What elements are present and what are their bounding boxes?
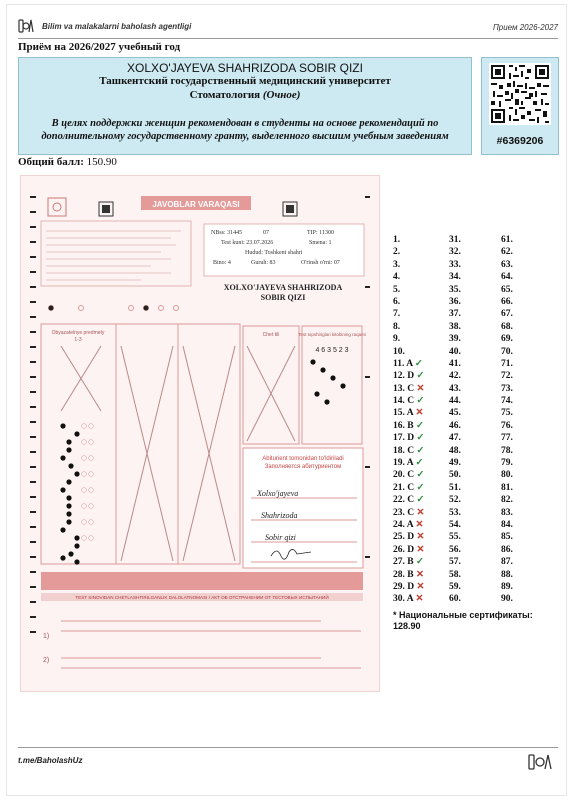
answer-number: 26. [393,544,405,555]
answer-row [393,556,445,568]
instruction-lines [46,231,181,280]
answer-row [393,581,445,593]
answer-number: 23. [393,507,405,518]
answer-row [393,296,445,308]
section-code: Test topshiriglari kitobining raqami [298,332,366,337]
filled-bubble [144,306,149,311]
answer-letter: D [404,371,417,382]
document-id: #6369206 [496,135,544,147]
cross-icon: ✕ [416,581,425,592]
orinn: O'rinsh o'rni: 07 [301,260,340,266]
answer-row [393,407,445,419]
answer-row: 64. [501,272,513,283]
sheet-name-1: XOLXO'JAYEVA SHAHRIZODA [223,283,343,292]
answer-letter: D [404,433,417,444]
smena: Smena: 1 [309,240,332,246]
answer-letter: C [404,396,417,407]
answer-number: 10. [393,346,405,357]
answer-row: 59. [449,581,461,592]
answer-row: 49. [449,458,461,469]
answer-number: 4. [393,272,401,283]
answer-row: 70. [501,346,513,357]
answer-row: 39. [449,334,461,345]
answer-number: 11. [393,358,405,369]
answer-row [393,420,445,432]
answer-row: 87. [501,557,513,568]
answer-row [393,259,445,271]
filled-bubble [49,306,54,311]
section1-num: 1-3 [74,337,82,343]
answer-row [393,457,445,469]
answer-number: 20. [393,470,405,481]
answer-row: 81. [501,482,513,493]
answer-row [393,469,445,481]
answer-row: 36. [449,296,461,307]
answer-row: 58. [449,569,461,580]
qr-code-icon [489,63,551,125]
faculty-name: Стоматология [189,89,261,101]
sheet-logo-icon [48,198,66,216]
answer-row [393,593,445,605]
answer-number: 14. [393,396,405,407]
answer-row [393,432,445,444]
answer-row: 71. [501,358,513,369]
faculty-line [19,89,471,101]
answer-row: 56. [449,544,461,555]
answer-letter: B [404,557,416,568]
sheet-qr-left-icon [99,202,113,216]
answer-letter: C [404,495,417,506]
answer-number: 27. [393,557,405,568]
answer-row: 65. [501,284,513,295]
check-icon: ✓ [416,396,425,407]
answer-row: 44. [449,396,461,407]
answer-row: 51. [449,482,461,493]
cross-icon: ✕ [416,544,425,555]
answer-row [393,531,445,543]
check-icon: ✓ [416,433,425,444]
bino: Bino: 4 [213,260,231,266]
answer-row: 84. [501,519,513,530]
answer-number: 15. [393,408,405,419]
empty-answer-bubbles [82,424,94,541]
answer-column-1 [393,234,445,606]
answer-letter: C [404,470,417,481]
check-icon: ✓ [416,371,425,382]
answer-number: 29. [393,581,405,592]
form-title: Abiturient tomonidan to'ldiriladi [262,456,344,462]
answer-row: 89. [501,581,513,592]
answer-row: 42. [449,371,461,382]
answer-number: 21. [393,482,405,493]
answer-number: 9. [393,334,401,345]
answer-number: 19. [393,458,405,469]
tip: TIP: 11300 [307,230,334,236]
warning-bar [41,572,363,590]
answer-row [393,308,445,320]
answer-row [393,544,445,556]
answer-row [393,395,445,407]
answer-column-3 [501,234,553,606]
cross-icon: ✕ [416,383,425,394]
answer-row [393,482,445,494]
option-bubbles [49,306,179,311]
header-divider [18,38,558,39]
answer-row: 77. [501,433,513,444]
footer-link[interactable]: t.me/BaholashUz [18,756,83,765]
answer-number: 5. [393,284,401,295]
check-icon: ✓ [416,445,425,456]
form-subtitle: Заполняется абитуриентом [264,464,342,470]
answer-row: 55. [449,532,461,543]
answer-row: 82. [501,495,513,506]
answer-letter: C [404,383,417,394]
answer-row: 53. [449,507,461,518]
handwritten-surname: Xolxo'jayeva [257,489,299,498]
answer-row [393,445,445,457]
answer-row: 46. [449,420,461,431]
answer-number: 16. [393,420,405,431]
score-value: 150.90 [86,156,117,168]
answer-row: 63. [501,259,513,270]
answer-number: 1. [393,235,401,245]
answer-row: 85. [501,532,513,543]
answer-row [393,234,445,246]
study-form: (Очное) [262,89,301,101]
answer-row [393,383,445,395]
answer-number: 18. [393,445,405,456]
answer-row [393,271,445,283]
answer-letter: A [404,458,416,469]
answer-number: 7. [393,309,401,320]
answer-row: 76. [501,420,513,431]
answer-row [393,494,445,506]
answer-row: 90. [501,594,513,605]
answer-row: 57. [449,557,461,568]
answer-list [393,234,563,606]
certificate-label: * Национальные сертификаты: [393,610,533,620]
answer-row: 38. [449,321,461,332]
section1-label: Obyazatelnye predmety [51,330,105,336]
sheet-qr-right-icon [283,202,297,216]
certificate-note [393,610,558,632]
session-label: Прием 2026-2027 [492,23,558,32]
answer-row: 74. [501,396,513,407]
cross-icon: ✕ [415,519,424,530]
student-name: XOLXO'JAYEVA SHAHRIZODA SOBIR QIZI [127,61,363,75]
answer-row: 48. [449,445,461,456]
answer-number: 13. [393,383,405,394]
answer-row [393,569,445,581]
answer-row: 32. [449,247,461,258]
answer-row: 66. [501,296,513,307]
answer-row: 69. [501,334,513,345]
answer-row: 72. [501,371,513,382]
answer-number: 25. [393,532,405,543]
footer-logo-icon [528,752,552,772]
answer-row [393,246,445,258]
test-date: Test kuni: 23.07.2026 [221,240,274,246]
handwritten-patronymic: Sobir qizi [265,533,296,542]
answer-row: 73. [501,383,513,394]
answer-row: 54. [449,519,461,530]
answer-letter: C [404,507,417,518]
answer-row: 40. [449,346,461,357]
check-icon: ✓ [416,495,425,506]
section-lang: Chet tili [262,332,280,338]
answer-letter: D [404,532,417,543]
report-lines [61,621,361,668]
answer-row: 45. [449,408,461,419]
answer-number: 6. [393,296,401,307]
answer-row [393,284,445,296]
report-line-1: 1) [43,633,50,640]
page-header [18,18,558,38]
agency-logo-icon [18,18,34,34]
answer-letter: A [404,358,415,369]
answer-row: 52. [449,495,461,506]
scanned-answer-sheet [20,175,380,692]
answer-letter: B [404,569,416,580]
agency-title: Bilim va malakalarni baholash agentligi [42,22,192,31]
answer-letter: D [404,581,417,592]
answer-letter: C [404,482,417,493]
answer-row [393,370,445,382]
recommendation-text: В целях поддержки женщин рекомендован в студенты на основе рекомендаций по дополнительному государственному гранту, выделенного высшим учебным заведениям [41,118,449,142]
footer-divider [18,747,558,748]
answer-row: 37. [449,309,461,320]
check-icon: ✓ [415,420,424,431]
check-icon: ✓ [415,557,424,568]
answer-number: 28. [393,569,405,580]
check-icon: ✓ [416,482,425,493]
check-icon: ✓ [416,470,425,481]
answer-row [393,358,445,370]
answer-number: 30. [393,594,405,605]
answer-row [393,519,445,531]
answer-number: 3. [393,259,401,270]
guruh: Guruh: 83 [251,260,276,266]
answer-number: 22. [393,495,405,506]
answer-row: 62. [501,247,513,258]
answer-number: 17. [393,433,405,444]
answer-number: 24. [393,519,405,530]
answer-row: 80. [501,470,513,481]
answer-row: 41. [449,358,461,369]
qr-box [481,57,559,155]
nbss-extra: 07 [263,230,269,236]
bottom-bar-text: TEST SINOVIDAN CHETLASHTIRILGANLIK DALOLATNOMASI / АКТ ОБ ОТСТРАНЕНИИ ОТ ТЕСТОВЫХ ИСПЫТАНИЙ [75,595,329,600]
answer-row: 47. [449,433,461,444]
answer-row: 67. [501,309,513,320]
answer-row: 34. [449,272,461,283]
handwritten-name: Shahrizoda [261,511,298,520]
answer-row: 79. [501,458,513,469]
answer-row: 50. [449,470,461,481]
answer-column-2 [449,234,501,606]
answer-row: 61. [501,235,513,245]
check-icon: ✓ [415,458,424,469]
check-icon: ✓ [414,358,423,369]
answer-row: 86. [501,544,513,555]
answer-letter: D [404,544,417,555]
code-digits: 4 6 3 5 2 3 [315,347,349,354]
answer-letter: C [404,445,417,456]
nbss: NBss: 31445 [211,230,243,236]
hudud: Hudud: Toshkent shahri [245,250,303,256]
answer-row: 78. [501,445,513,456]
cross-icon: ✕ [416,507,425,518]
answer-row: 83. [501,507,513,518]
student-info-box [18,57,472,155]
answer-row: 88. [501,569,513,580]
university-name: Ташкентский государственный медицинский университет [99,75,391,87]
answer-letter: B [404,420,416,431]
report-line-2: 2) [43,657,50,664]
answer-row [393,333,445,345]
answer-number: 12. [393,371,405,382]
cross-icon: ✕ [416,532,425,543]
answer-row [393,346,445,358]
answer-row: 60. [449,594,461,605]
answer-row [393,321,445,333]
sheet-name-2: SOBIR QIZI [260,293,306,302]
answer-row: 33. [449,259,461,270]
sheet-title: JAVOBLAR VARAQASI [152,200,240,209]
answer-row: 35. [449,284,461,295]
answer-row: 31. [449,235,461,245]
score-label: Общий балл: [18,156,84,168]
answer-letter: A [404,519,416,530]
cross-icon: ✕ [415,569,424,580]
answer-row [393,507,445,519]
cross-icon: ✕ [415,408,424,419]
cross-icon: ✕ [415,594,424,605]
admission-year: Приём на 2026/2027 учебный год [18,41,181,53]
answer-number: 8. [393,321,401,332]
certificate-value: 128.90 [393,621,421,631]
answer-row: 75. [501,408,513,419]
total-score [18,156,117,168]
answer-row: 43. [449,383,461,394]
answer-letter: A [404,408,416,419]
answer-number: 2. [393,247,401,258]
answer-row: 68. [501,321,513,332]
answer-letter: A [404,594,416,605]
